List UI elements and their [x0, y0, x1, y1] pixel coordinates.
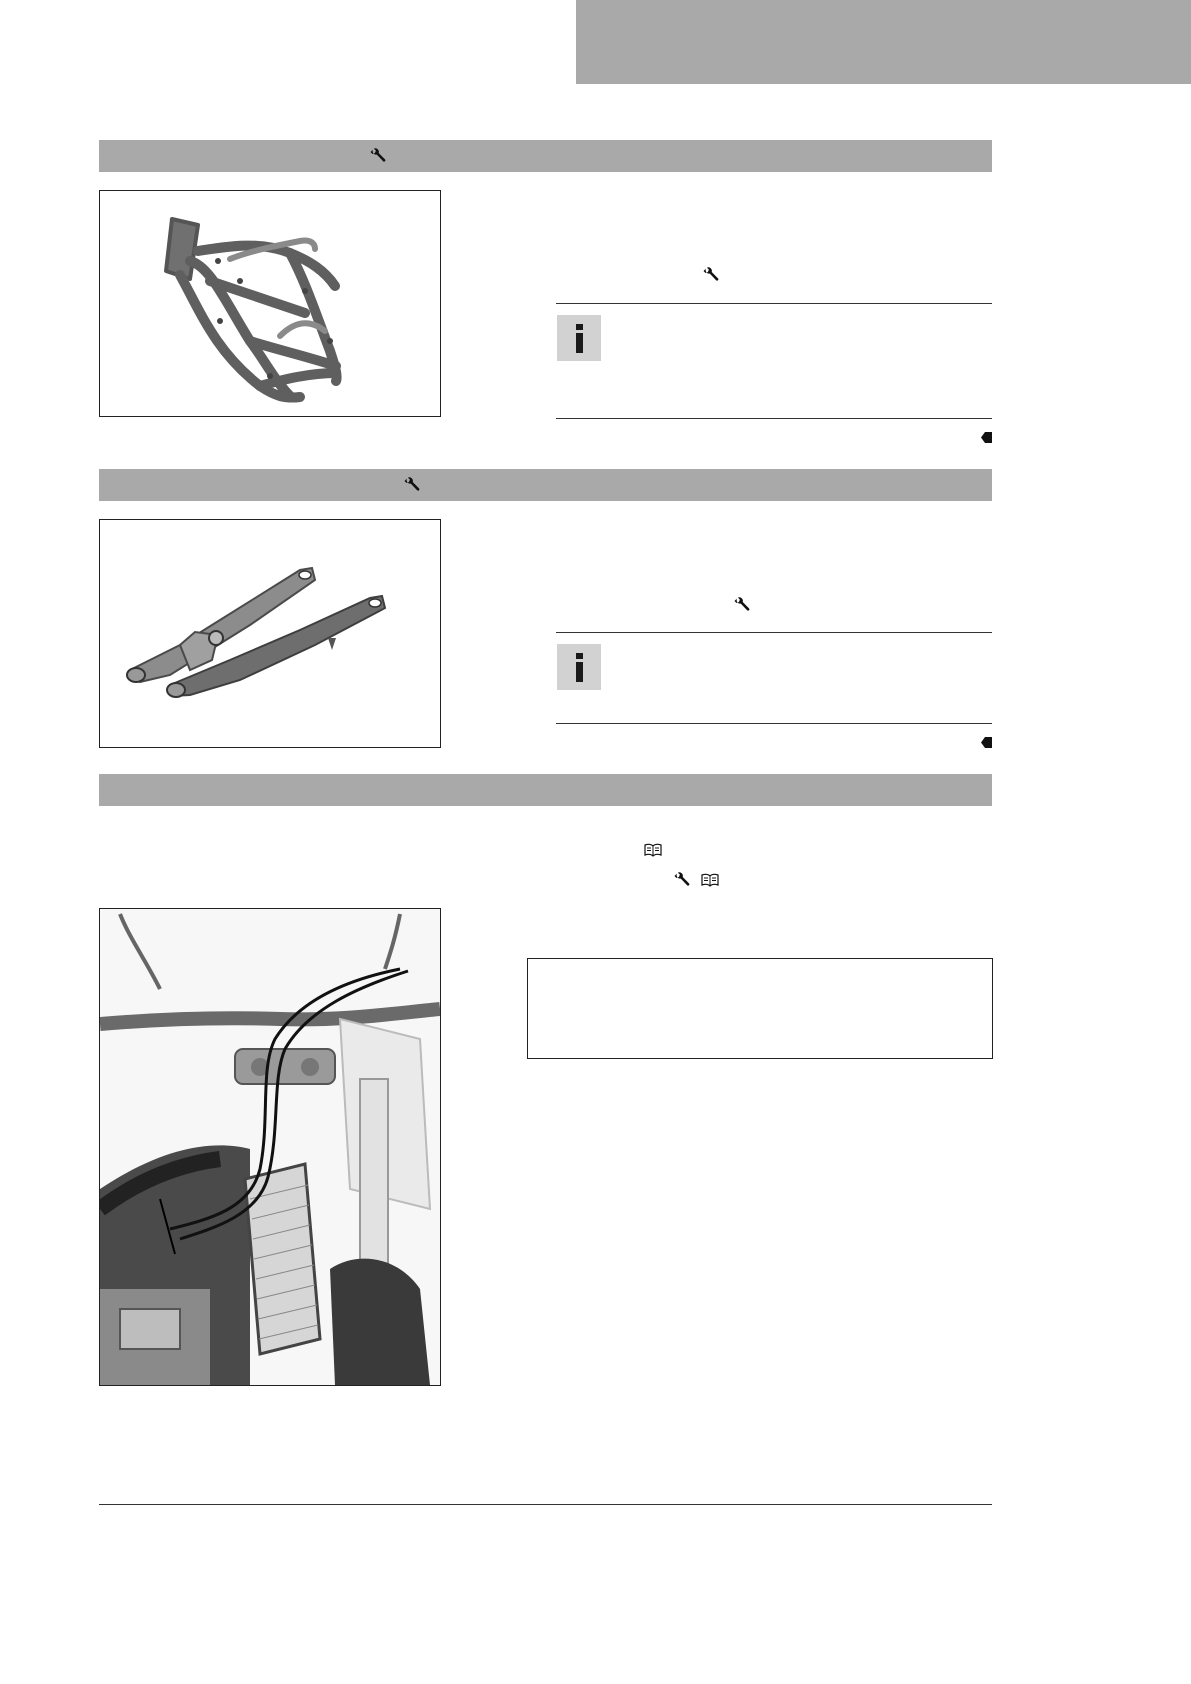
note-box [527, 958, 993, 1059]
footer-rule [99, 1504, 992, 1505]
manual-book-icon [644, 843, 662, 857]
wrench-icon [703, 267, 719, 283]
note-bottom-rule [556, 418, 992, 419]
note-bottom-rule [556, 723, 992, 724]
chapter-tab [576, 0, 1191, 84]
wrench-icon [674, 872, 690, 888]
manual-book-icon [701, 873, 719, 887]
frame-image [99, 190, 441, 417]
wrench-icon [734, 597, 750, 613]
wrench-icon [370, 148, 386, 164]
section-end-icon [981, 432, 992, 443]
note-top-rule [556, 632, 992, 633]
wrench-icon [404, 477, 420, 493]
info-icon [557, 644, 601, 690]
note-top-rule [556, 303, 992, 304]
section-header-swingarm [99, 469, 992, 501]
throttle-cable-routing-image [99, 908, 441, 1386]
section-header-throttle-cable [99, 774, 992, 806]
section-end-icon [981, 737, 992, 748]
swingarm-image [99, 519, 441, 748]
section-header-frame [99, 140, 992, 172]
info-icon [557, 315, 601, 361]
